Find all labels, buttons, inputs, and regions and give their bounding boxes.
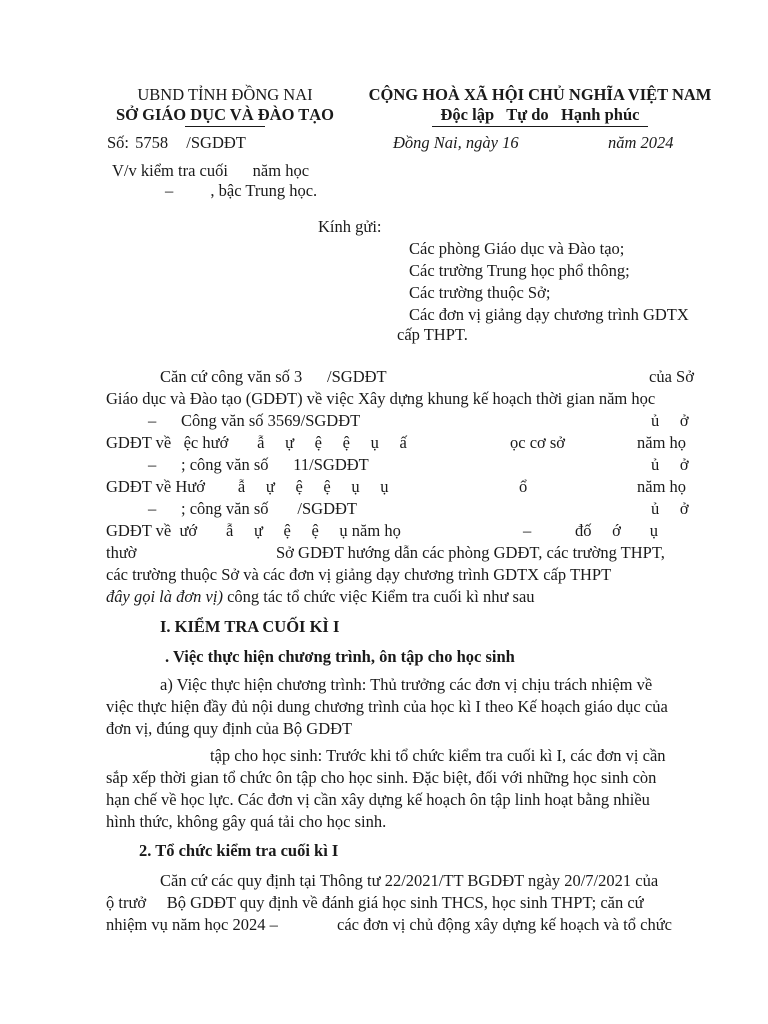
intro-line-4b: ọc cơ sở [510,433,566,452]
department-name: SỞ GIÁO DỤC VÀ ĐÀO TẠO [115,105,335,124]
para2-line-4: hình thức, không gây quá tải cho học sinh. [106,812,387,831]
recipient-item: Các phòng Giáo dục và Đào tạo; [409,239,625,258]
intro-line-1a: Căn cứ công văn số 3 /SGDĐT [160,367,387,386]
intro-line-11-italic: đây gọi là đơn vị) [106,587,223,606]
intro-line-9b: Sở GDĐT hướng dẫn các phòng GDĐT, các trường THPT, [276,543,665,562]
intro-line-5b: ủ ở [651,455,689,474]
para3-line-2: ộ trưở Bộ GDĐT quy định về đánh giá học sinh THCS, học sinh THPT; căn cứ [106,893,644,912]
intro-line-7a: – ; công văn số /SGDĐT [148,499,357,518]
subsection-1-title: . Việc thực hiện chương trình, ôn tập cho học sinh [165,647,515,666]
intro-line-8b: – [523,521,532,540]
subject-line-2: – , bậc Trung học. [165,181,318,200]
intro-line-8a: GDĐT về ướ ẫ ự ệ ệ ụ năm họ [106,521,401,540]
intro-line-1b: của Sở [649,367,694,386]
country-name: CỘNG HOÀ XÃ HỘI CHỦ NGHĨA VIỆT NAM [368,85,712,104]
para3-line-1: Căn cứ các quy định tại Thông tư 22/2021/TT BGDĐT ngày 20/7/2021 của [160,871,659,890]
subject-line-1: V/v kiểm tra cuối năm học [112,161,310,180]
intro-line-6b: ổ [519,477,528,496]
intro-line-6a: GDĐT về Hướ ẫ ự ệ ệ ụ ụ [106,477,389,496]
recipient-greeting: Kính gửi: [318,217,382,236]
recipient-item: Các trường Trung học phổ thông; [409,261,630,280]
intro-line-5a: – ; công văn số 11/SGDĐT [148,455,369,474]
date-year: năm 2024 [608,133,674,152]
number-label: Số: [107,133,130,152]
intro-line-8c: đố ớ ụ [575,521,658,540]
recipient-item: cấp THPT. [397,325,468,344]
intro-line-3b: ủ ở [651,411,689,430]
agency-name: UBND TỈNH ĐỒNG NAI [137,85,313,104]
para2-line-2: sắp xếp thời gian tổ chức ôn tập cho học sinh. Đặc biệt, đối với những học sinh còn [106,768,657,787]
department-underline [185,126,265,127]
document-number [107,132,246,154]
number-suffix: /SGDĐT [186,133,246,152]
intro-line-7b: ủ ở [651,499,689,518]
motto-underline [432,126,648,127]
recipient-item: Các đơn vị giảng dạy chương trình GDTX [409,305,689,324]
para3-line-3a: nhiệm vụ năm học 2024 – [106,915,278,934]
number-value: 5758 [135,133,169,152]
intro-line-4c: năm họ [637,433,687,452]
para2-line-1: tập cho học sinh: Trước khi tổ chức kiểm tra cuối kì I, các đơn vị cần [210,746,666,765]
national-motto: Độc lập Tự do Hạnh phúc [440,105,640,124]
subsection-2-title: 2. Tổ chức kiểm tra cuối kì I [139,841,339,860]
section-title: I. KIỂM TRA CUỐI KÌ I [160,617,340,636]
intro-line-9a: thườ [106,543,137,562]
para3-line-3b: các đơn vị chủ động xây dựng kế hoạch và tổ chức [337,915,672,934]
intro-line-3a: – Công văn số 3569/SGDĐT [148,411,361,430]
para1-line-2: việc thực hiện đầy đủ nội dung chương trình của học kì I theo Kế hoạch giáo dục của [106,697,668,716]
para1-line-3: đơn vị, đúng quy định của Bộ GDĐT [106,719,353,738]
intro-line-2: Giáo dục và Đào tạo (GDĐT) về việc Xây dựng khung kế hoạch thời gian năm học [106,389,656,408]
place-date: Đồng Nai, ngày 16 [393,133,519,152]
intro-line-4a: GDĐT về ệc hướ ẫ ự ệ ệ ụ ấ [106,433,407,452]
intro-line-6c: năm họ [637,477,687,496]
recipient-item: Các trường thuộc Sở; [409,283,551,302]
para2-line-3: hạn chế về học lực. Các đơn vị cần xây dựng kế hoạch ôn tập linh hoạt bằng nhiều [106,790,650,809]
intro-line-11-rest: công tác tổ chức việc Kiểm tra cuối kì như sau [222,587,535,606]
para1-line-1: a) Việc thực hiện chương trình: Thủ trưởng các đơn vị chịu trách nhiệm về [160,675,653,694]
intro-line-11 [106,586,535,608]
intro-line-10: các trường thuộc Sở và các đơn vị giảng dạy chương trình GDTX cấp THPT [106,565,612,584]
